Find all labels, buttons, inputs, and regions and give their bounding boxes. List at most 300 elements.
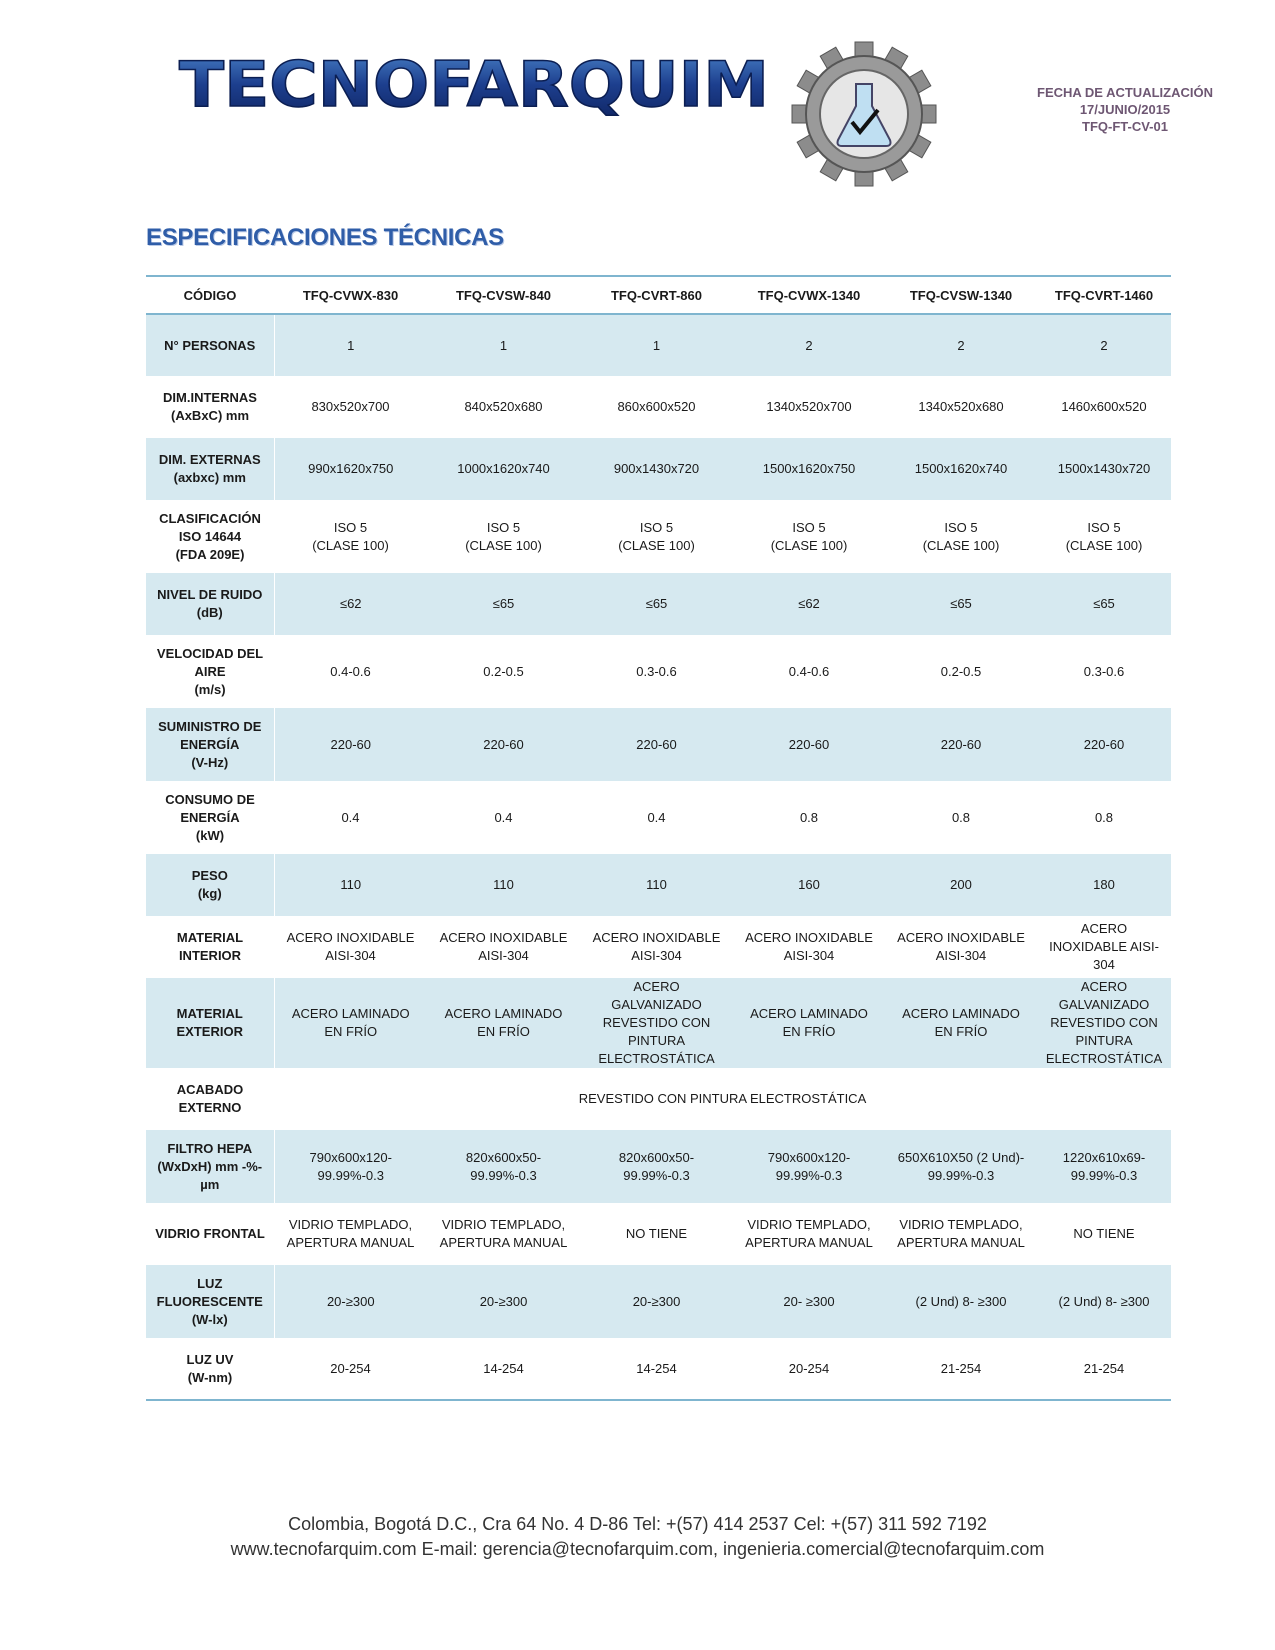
table-cell [274,1265,427,1338]
table-cell [427,708,580,781]
table-body [146,314,1171,1400]
cell-line: DIM. EXTERNAS [158,452,261,467]
table-cell [580,1265,733,1338]
table-cell [274,854,427,916]
table-cell [274,438,427,500]
table-cell [1037,1338,1171,1400]
cell-line: 220-60 [940,736,982,752]
table-cell [885,314,1037,376]
table-cell [580,573,733,635]
table-cell [427,438,580,500]
table-cell [427,854,580,916]
cell-line: 650X610X50 (2 Und)- [897,1149,1025,1165]
table-cell [733,1130,885,1203]
cell-line: 20-254 [330,1360,371,1376]
row-label [146,438,274,500]
table-cell [885,573,1037,635]
table-cell [427,500,580,573]
table-cell [580,1338,733,1400]
cell-line: AISI-304 [478,948,529,963]
table-cell [733,314,885,376]
cell-line: ≤65 [645,596,668,611]
cell-line: ISO 5 [944,519,978,535]
table-cell [1037,438,1171,500]
cell-line: 0.4 [341,809,360,825]
table-cell [427,573,580,635]
table-row [146,500,1171,573]
table-row [146,1130,1171,1203]
cell-line: AISI-304 [783,948,835,963]
table-cell [427,1130,580,1203]
table-cell [274,314,427,376]
cell-line: ISO 14644 [178,528,242,544]
cell-line: EXTERIOR [176,1024,243,1039]
table-cell [885,500,1037,573]
cell-line: ≤65 [950,596,972,611]
column-header: CÓDIGO [183,287,237,303]
cell-line: 820x600x50- [618,1149,695,1165]
cell-line: AIRE [194,663,226,679]
cell-line: VIDRIO TEMPLADO, [899,1217,1023,1232]
cell-line: ACERO INOXIDABLE [897,930,1025,945]
table-cell [1037,916,1171,978]
cell-line: EN FRÍO [782,1024,836,1039]
table-cell [885,1265,1037,1338]
cell-line: ≤62 [339,596,362,611]
cell-line: EN FRÍO [477,1024,530,1039]
cell-line: (CLASE 100) [922,537,1000,553]
table-cell [1037,635,1171,708]
cell-line: SUMINISTRO DE [158,718,262,734]
cell-line: (2 Und) 8- ≥300 [1058,1293,1150,1309]
cell-line: 20-≥300 [479,1293,528,1309]
cell-line: APERTURA MANUAL [745,1235,873,1250]
cell-line: 0.8 [951,809,971,825]
row-label [146,635,274,708]
brand-logo [168,50,780,120]
cell-line: 220-60 [1083,736,1125,752]
cell-line: (CLASE 100) [770,537,848,553]
cell-line: N° PERSONAS [164,337,256,353]
cell-line: 20-254 [788,1360,830,1376]
cell-line: 110 [340,877,362,892]
column-header: TFQ-CVWX-1340 [757,287,861,303]
cell-line: (kg) [197,886,222,901]
table-cell [733,978,885,1068]
row-label [146,978,274,1068]
cell-line: ≤65 [1093,596,1115,611]
cell-line: ACERO INOXIDABLE [286,930,415,945]
cell-line: REVESTIDO CON [602,1015,711,1030]
cell-line: PESO [191,868,228,883]
cell-line: 830x520x700 [311,399,390,414]
cell-line: 2 [957,337,965,353]
table-cell [1037,708,1171,781]
table-cell [885,978,1037,1068]
table-cell [733,1265,885,1338]
cell-line: 220-60 [483,736,524,752]
table-cell [427,635,580,708]
table-cell [580,1203,733,1265]
cell-line: ELECTROSTÁTICA [598,1051,715,1066]
table-row [146,854,1171,916]
cell-line: NIVEL DE RUIDO [157,587,263,602]
cell-line: (axbxc) mm [173,470,246,485]
table-row [146,781,1171,854]
cell-line: 0.8 [1094,809,1114,825]
row-label [146,916,274,978]
cell-line: (2 Und) 8- ≥300 [915,1293,1007,1309]
cell-line: 99.99%-0.3 [775,1167,843,1183]
row-label [146,781,274,854]
table-cell [427,781,580,854]
cell-line: MATERIAL [176,1006,243,1021]
cell-line: 14-254 [483,1360,524,1376]
table-cell [885,1203,1037,1265]
table-row [146,376,1171,438]
cell-line: 0.3-0.6 [636,663,677,679]
column-header: TFQ-CVWX-830 [302,287,399,303]
cell-line: 1340x520x680 [918,399,1004,414]
cell-line: (m/s) [194,681,226,697]
cell-line: 99.99%-0.3 [623,1167,690,1183]
cell-line: 180 [1093,877,1115,892]
cell-line: 21-254 [1083,1360,1125,1376]
cell-line: 0.2-0.5 [940,663,982,679]
cell-line: FILTRO HEPA [167,1140,253,1156]
cell-line: CONSUMO DE [165,791,255,807]
footer-address: Colombia, Bogotá D.C., Cra 64 No. 4 D-86 Tel: +(57) 414 2537 Cel: +(57) 311 592 7192 [288,1514,987,1534]
cell-line: GALVANIZADO [1058,997,1150,1012]
cell-line: ACABADO [176,1082,244,1097]
cell-line: 200 [950,877,972,892]
table-row [146,916,1171,978]
cell-line: INTERIOR [178,948,242,963]
table-cell [733,854,885,916]
cell-line: FLUORESCENTE [156,1293,263,1309]
cell-line: 20-≥300 [632,1293,681,1309]
table-cell [427,916,580,978]
table-cell [885,1130,1037,1203]
table-cell [1037,1265,1171,1338]
cell-line: ACERO LAMINADO [750,1006,868,1021]
cell-line: (W-nm) [187,1369,233,1385]
table-cell [427,376,580,438]
table-row [146,708,1171,781]
cell-line: APERTURA MANUAL [897,1235,1025,1250]
table-cell [580,314,733,376]
table-cell [274,1203,427,1265]
table-cell [1037,314,1171,376]
cell-line: 99.99%-0.3 [927,1167,995,1183]
table-cell [580,708,733,781]
cell-line: ISO 5 [1087,519,1121,535]
table-cell [1037,500,1171,573]
cell-line: 900x1430x720 [613,461,700,476]
gear-flask-icon [790,40,938,188]
cell-line: 1 [499,337,508,353]
footer-contact: www.tecnofarquim.com E-mail: gerencia@tecnofarquim.com, ingenieria.comercial@tecnofarquim.com [230,1539,1045,1559]
cell-line: ENERGÍA [180,736,240,752]
table-cell [733,573,885,635]
cell-line: 220-60 [636,736,677,752]
cell-line: ELECTROSTÁTICA [1045,1051,1163,1066]
table-cell [580,781,733,854]
cell-line: 21-254 [940,1360,982,1376]
cell-line: VIDRIO FRONTAL [155,1226,265,1241]
table-row [146,978,1171,1068]
cell-line: EXTERNO [178,1100,242,1115]
cell-line: µm [200,1176,220,1192]
row-label [146,376,274,438]
cell-line: NO TIENE [625,1226,688,1241]
cell-line: 160 [798,877,820,892]
cell-line: 220-60 [788,736,830,752]
cell-line: 0.4-0.6 [788,663,830,679]
row-label [146,1265,274,1338]
cell-line: ACERO LAMINADO [444,1006,563,1021]
table-cell [733,708,885,781]
cell-line: 0.4 [494,809,513,825]
cell-line: (CLASE 100) [1065,537,1143,553]
table-cell [274,978,427,1068]
row-label [146,500,274,573]
table-cell [1037,573,1171,635]
cell-line: (CLASE 100) [618,537,695,553]
cell-line: 840x520x680 [464,399,543,414]
table-cell [427,314,580,376]
cell-line: LUZ UV [186,1351,234,1367]
cell-line: ACERO LAMINADO [291,1006,410,1021]
cell-line: ACERO INOXIDABLE [745,930,873,945]
specifications-table [146,275,1171,1401]
document-code: TFQ-FT-CV-01 [1082,119,1168,134]
table-cell [274,781,427,854]
table-cell [580,635,733,708]
cell-line: (kW) [195,827,225,843]
row-label [146,708,274,781]
table-row [146,1265,1171,1338]
cell-line: 1 [347,337,355,353]
cell-line: VIDRIO TEMPLADO, [288,1217,413,1232]
table-cell [733,438,885,500]
table-cell [885,854,1037,916]
table-cell [733,1203,885,1265]
cell-line: 1000x1620x740 [457,461,550,476]
table-cell [1037,781,1171,854]
cell-line: (AxBxC) mm [170,408,249,423]
cell-line: APERTURA MANUAL [439,1235,568,1250]
row-label [146,1338,274,1400]
cell-line: 1220x610x69- [1062,1149,1146,1165]
cell-line: 1 [652,337,661,353]
column-header: TFQ-CVRT-860 [610,287,702,303]
cell-line: (FDA 209E) [175,546,245,562]
cell-line: ACERO INOXIDABLE [592,930,721,945]
cell-line: ≤65 [492,596,515,611]
cell-line: 14-254 [636,1360,677,1376]
row-label [146,1130,274,1203]
cell-line: 790x600x120- [767,1149,851,1165]
table-cell [733,376,885,438]
cell-line: 110 [646,877,667,892]
table-cell [885,376,1037,438]
table-cell [274,1338,427,1400]
cell-line: 20-≥300 [326,1293,375,1309]
table-row [146,1203,1171,1265]
cell-line: ACERO [1080,979,1128,994]
table-header-row [146,276,1171,314]
table-cell [733,500,885,573]
cell-line: REVESTIDO CON PINTURA ELECTROSTÁTICA [578,1091,867,1106]
table-cell [274,376,427,438]
table-cell [427,978,580,1068]
cell-line: AISI-304 [935,948,987,963]
table-cell [274,708,427,781]
cell-line: 820x600x50- [465,1149,542,1165]
cell-line: NO TIENE [1073,1226,1135,1241]
cell-line: VIDRIO TEMPLADO, [441,1217,566,1232]
cell-line: (CLASE 100) [465,537,542,553]
table-cell [427,1338,580,1400]
cell-line: PINTURA [1075,1033,1133,1048]
cell-line: REVESTIDO CON [1050,1015,1158,1030]
cell-line: 2 [805,337,813,353]
cell-line: ISO 5 [333,519,368,535]
cell-line: MATERIAL [176,930,244,945]
table-cell [274,500,427,573]
cell-line: (dB) [196,605,223,620]
cell-line: ACERO [633,979,680,994]
cell-line: 110 [493,877,514,892]
table-cell [1037,978,1171,1068]
table-cell [1037,1130,1171,1203]
cell-line: VIDRIO TEMPLADO, [747,1217,871,1232]
table-cell [580,438,733,500]
cell-line: (CLASE 100) [312,537,389,553]
table-row [146,1338,1171,1400]
cell-line: VELOCIDAD DEL [156,645,264,661]
merged-cell [274,1068,1171,1130]
column-header: TFQ-CVSW-1340 [909,287,1013,303]
table-cell [427,1265,580,1338]
footer [0,1512,1275,1562]
cell-line: ACERO INOXIDABLE [439,930,568,945]
cell-line: ACERO [1080,921,1128,936]
cell-line: (W-lx) [191,1311,228,1327]
document-meta [1025,84,1225,135]
cell-line: 99.99%-0.3 [1070,1167,1138,1183]
cell-line: INOXIDABLE AISI- [1049,939,1159,954]
cell-line: APERTURA MANUAL [286,1235,415,1250]
cell-line: 20- ≥300 [783,1293,835,1309]
update-label: FECHA DE ACTUALIZACIÓN [1037,85,1213,100]
table-cell [1037,1203,1171,1265]
row-label [146,314,274,376]
update-date: 17/JUNIO/2015 [1079,102,1171,117]
table-cell [733,781,885,854]
cell-line: PINTURA [627,1033,686,1048]
table-cell [885,1338,1037,1400]
cell-line: 1500x1430x720 [1057,461,1151,476]
table-cell [580,376,733,438]
table-cell [733,916,885,978]
table-cell [274,573,427,635]
cell-line: 99.99%-0.3 [470,1167,537,1183]
cell-line: ISO 5 [486,519,521,535]
cell-line: 1340x520x700 [766,399,852,414]
cell-line: 1500x1620x750 [762,461,856,476]
cell-line: 860x600x520 [617,399,696,414]
cell-line: ISO 5 [639,519,674,535]
table-cell [274,635,427,708]
cell-line: ENERGÍA [180,809,240,825]
table-cell [580,854,733,916]
row-label [146,1203,274,1265]
cell-line: ≤62 [798,596,820,611]
cell-line: (V-Hz) [191,754,229,770]
column-header: TFQ-CVSW-840 [455,287,552,303]
cell-line: ISO 5 [792,519,826,535]
table-row [146,635,1171,708]
cell-line: 304 [1093,957,1115,972]
table-row [146,438,1171,500]
cell-line: 990x1620x750 [308,461,394,476]
column-header: TFQ-CVRT-1460 [1054,287,1154,303]
table-cell [733,1338,885,1400]
cell-line: (WxDxH) mm -%- [157,1158,263,1174]
cell-line: 0.4-0.6 [330,663,371,679]
cell-line: GALVANIZADO [611,997,702,1012]
table-row [146,314,1171,376]
cell-line: EN FRÍO [324,1024,378,1039]
cell-line: DIM.INTERNAS [163,390,257,405]
cell-line: 0.8 [799,809,819,825]
table-cell [885,635,1037,708]
cell-line: 0.4 [647,809,666,825]
table-cell [274,916,427,978]
table-cell [580,1130,733,1203]
table-cell [885,708,1037,781]
cell-line: 99.99%-0.3 [317,1167,384,1183]
table-cell [580,916,733,978]
table-cell [427,1203,580,1265]
cell-line: EN FRÍO [934,1024,988,1039]
table-cell [580,978,733,1068]
cell-line: 1460x600x520 [1061,399,1147,414]
table-cell [885,438,1037,500]
row-label [146,854,274,916]
cell-line: 0.2-0.5 [483,663,524,679]
table-cell [274,1130,427,1203]
cell-line: ACERO LAMINADO [902,1006,1020,1021]
table-cell [733,635,885,708]
cell-line: AISI-304 [631,948,682,963]
cell-line: CLASIFICACIÓN [159,510,261,526]
table-cell [885,916,1037,978]
cell-line: AISI-304 [325,948,376,963]
cell-line: 2 [1100,337,1108,353]
cell-line: LUZ [197,1275,223,1291]
table-row [146,573,1171,635]
table-cell [580,500,733,573]
table-cell [1037,376,1171,438]
table-cell [885,781,1037,854]
cell-line: 0.3-0.6 [1083,663,1125,679]
table-cell [1037,854,1171,916]
cell-line: 1500x1620x740 [914,461,1008,476]
brand-wordmark: TECNOFARQUIM [179,50,769,120]
